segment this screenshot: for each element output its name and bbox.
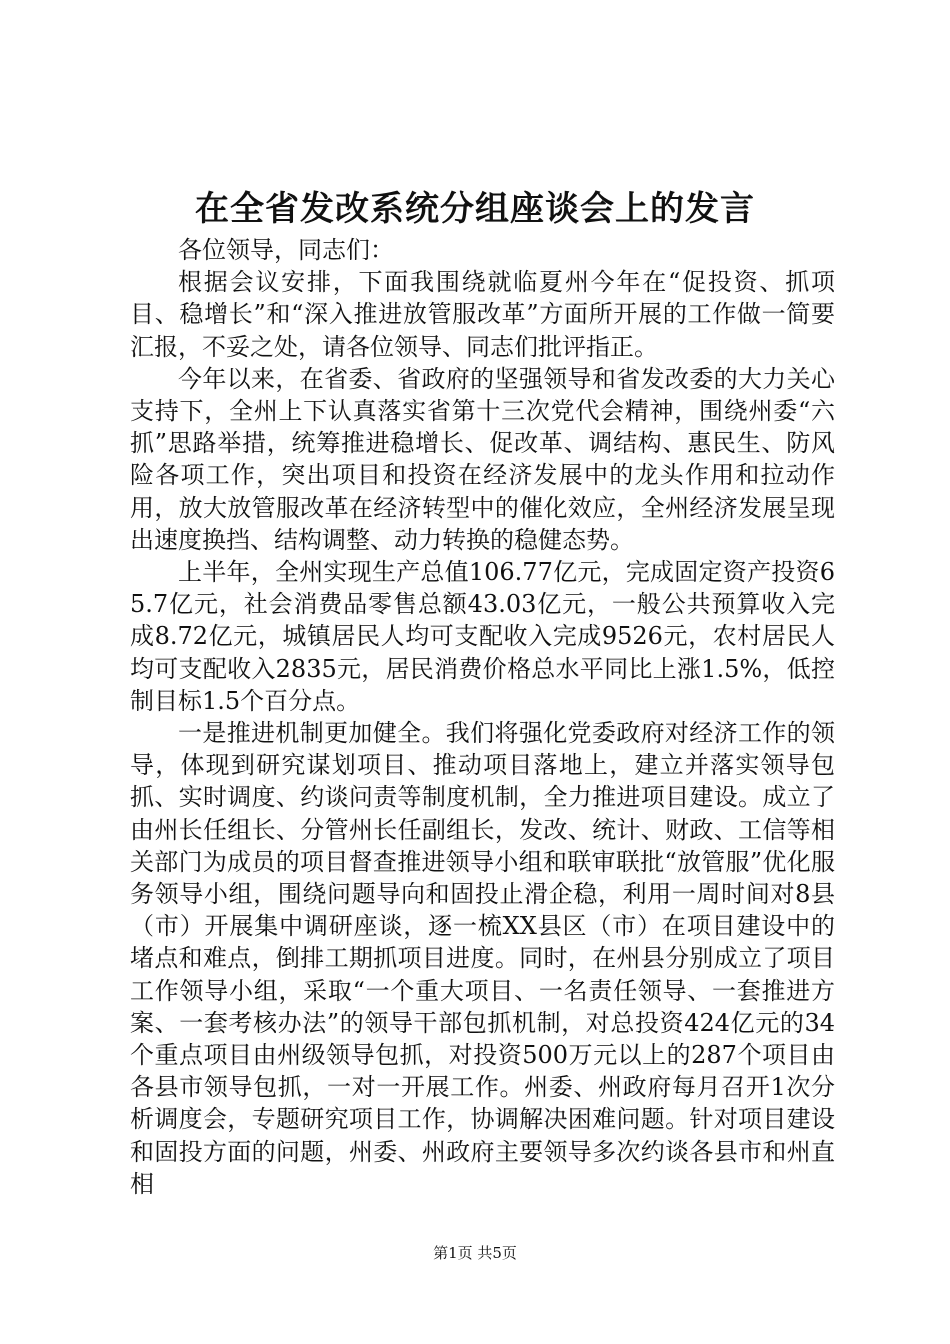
document-body xyxy=(130,234,835,1200)
paragraph-overview: 今年以来，在省委、省政府的坚强领导和省发改委的大力关心支持下，全州上下认真落实省第十三次党代会精神，围绕州委“六抓”思路举措，统筹推进稳增长、促改革、调结构、惠民生、防风险各项工作，突出项目和投资在经济发展中的龙头作用和拉动作用，放大放管服改革在经济转型中的催化效应，全州经济发展呈现出速度换挡、结构调整、动力转换的稳健态势。 xyxy=(130,364,835,554)
page-footer: 第1页 共5页 xyxy=(433,1244,517,1262)
salutation: 各位领导，同志们： xyxy=(178,236,394,264)
paragraph-mechanism: 一是推进机制更加健全。我们将强化党委政府对经济工作的领导，体现到研究谋划项目、推动项目落地上，建立并落实领导包抓、实时调度、约谈问责等制度机制，全力推进项目建设。成立了由州长任组长、分管州长任副组长，发改、统计、财政、工信等相关部门为成员的项目督查推进领导小组和联审联批“放管服”优化服务领导小组，围绕问题导向和固投止滑企稳，利用一周时间对8县（市）开展集中调研座谈，逐一梳XX县区（市）在项目建设中的堵点和难点，倒排工期抓项目进度。同时，在州县分别成立了项目工作领导小组，采取“一个重大项目、一名责任领导、一套推进方案、一套考核办法”的领导干部包抓机制，对总投资424亿元的34个重点项目由州级领导包抓，对投资500万元以上的287个项目由各县市领导包抓，一对一开展工作。州委、州政府每月召开1次分析调度会，专题研究项目工作，协调解决困难问题。针对项目建设和固投方面的问题，州委、州政府主要领导多次约谈各县市和州直相 xyxy=(130,719,835,1198)
document-title: 在全省发改系统分组座谈会上的发言 xyxy=(195,189,755,229)
paragraph-statistics: 上半年，全州实现生产总值106.77亿元，完成固定资产投资65.7亿元，社会消费品零售总额43.03亿元，一般公共预算收入完成8.72亿元，城镇居民人均可支配收入完成9526元，农村居民人均可支配收入2835元，居民消费价格总水平同比上涨1.5%，低控制目标1.5个百分点。 xyxy=(130,558,835,715)
paragraph-intro: 根据会议安排，下面我围绕就临夏州今年在“促投资、抓项目、稳增长”和“深入推进放管服改革”方面所开展的工作做一简要汇报，不妥之处，请各位领导、同志们批评指正。 xyxy=(130,268,835,361)
